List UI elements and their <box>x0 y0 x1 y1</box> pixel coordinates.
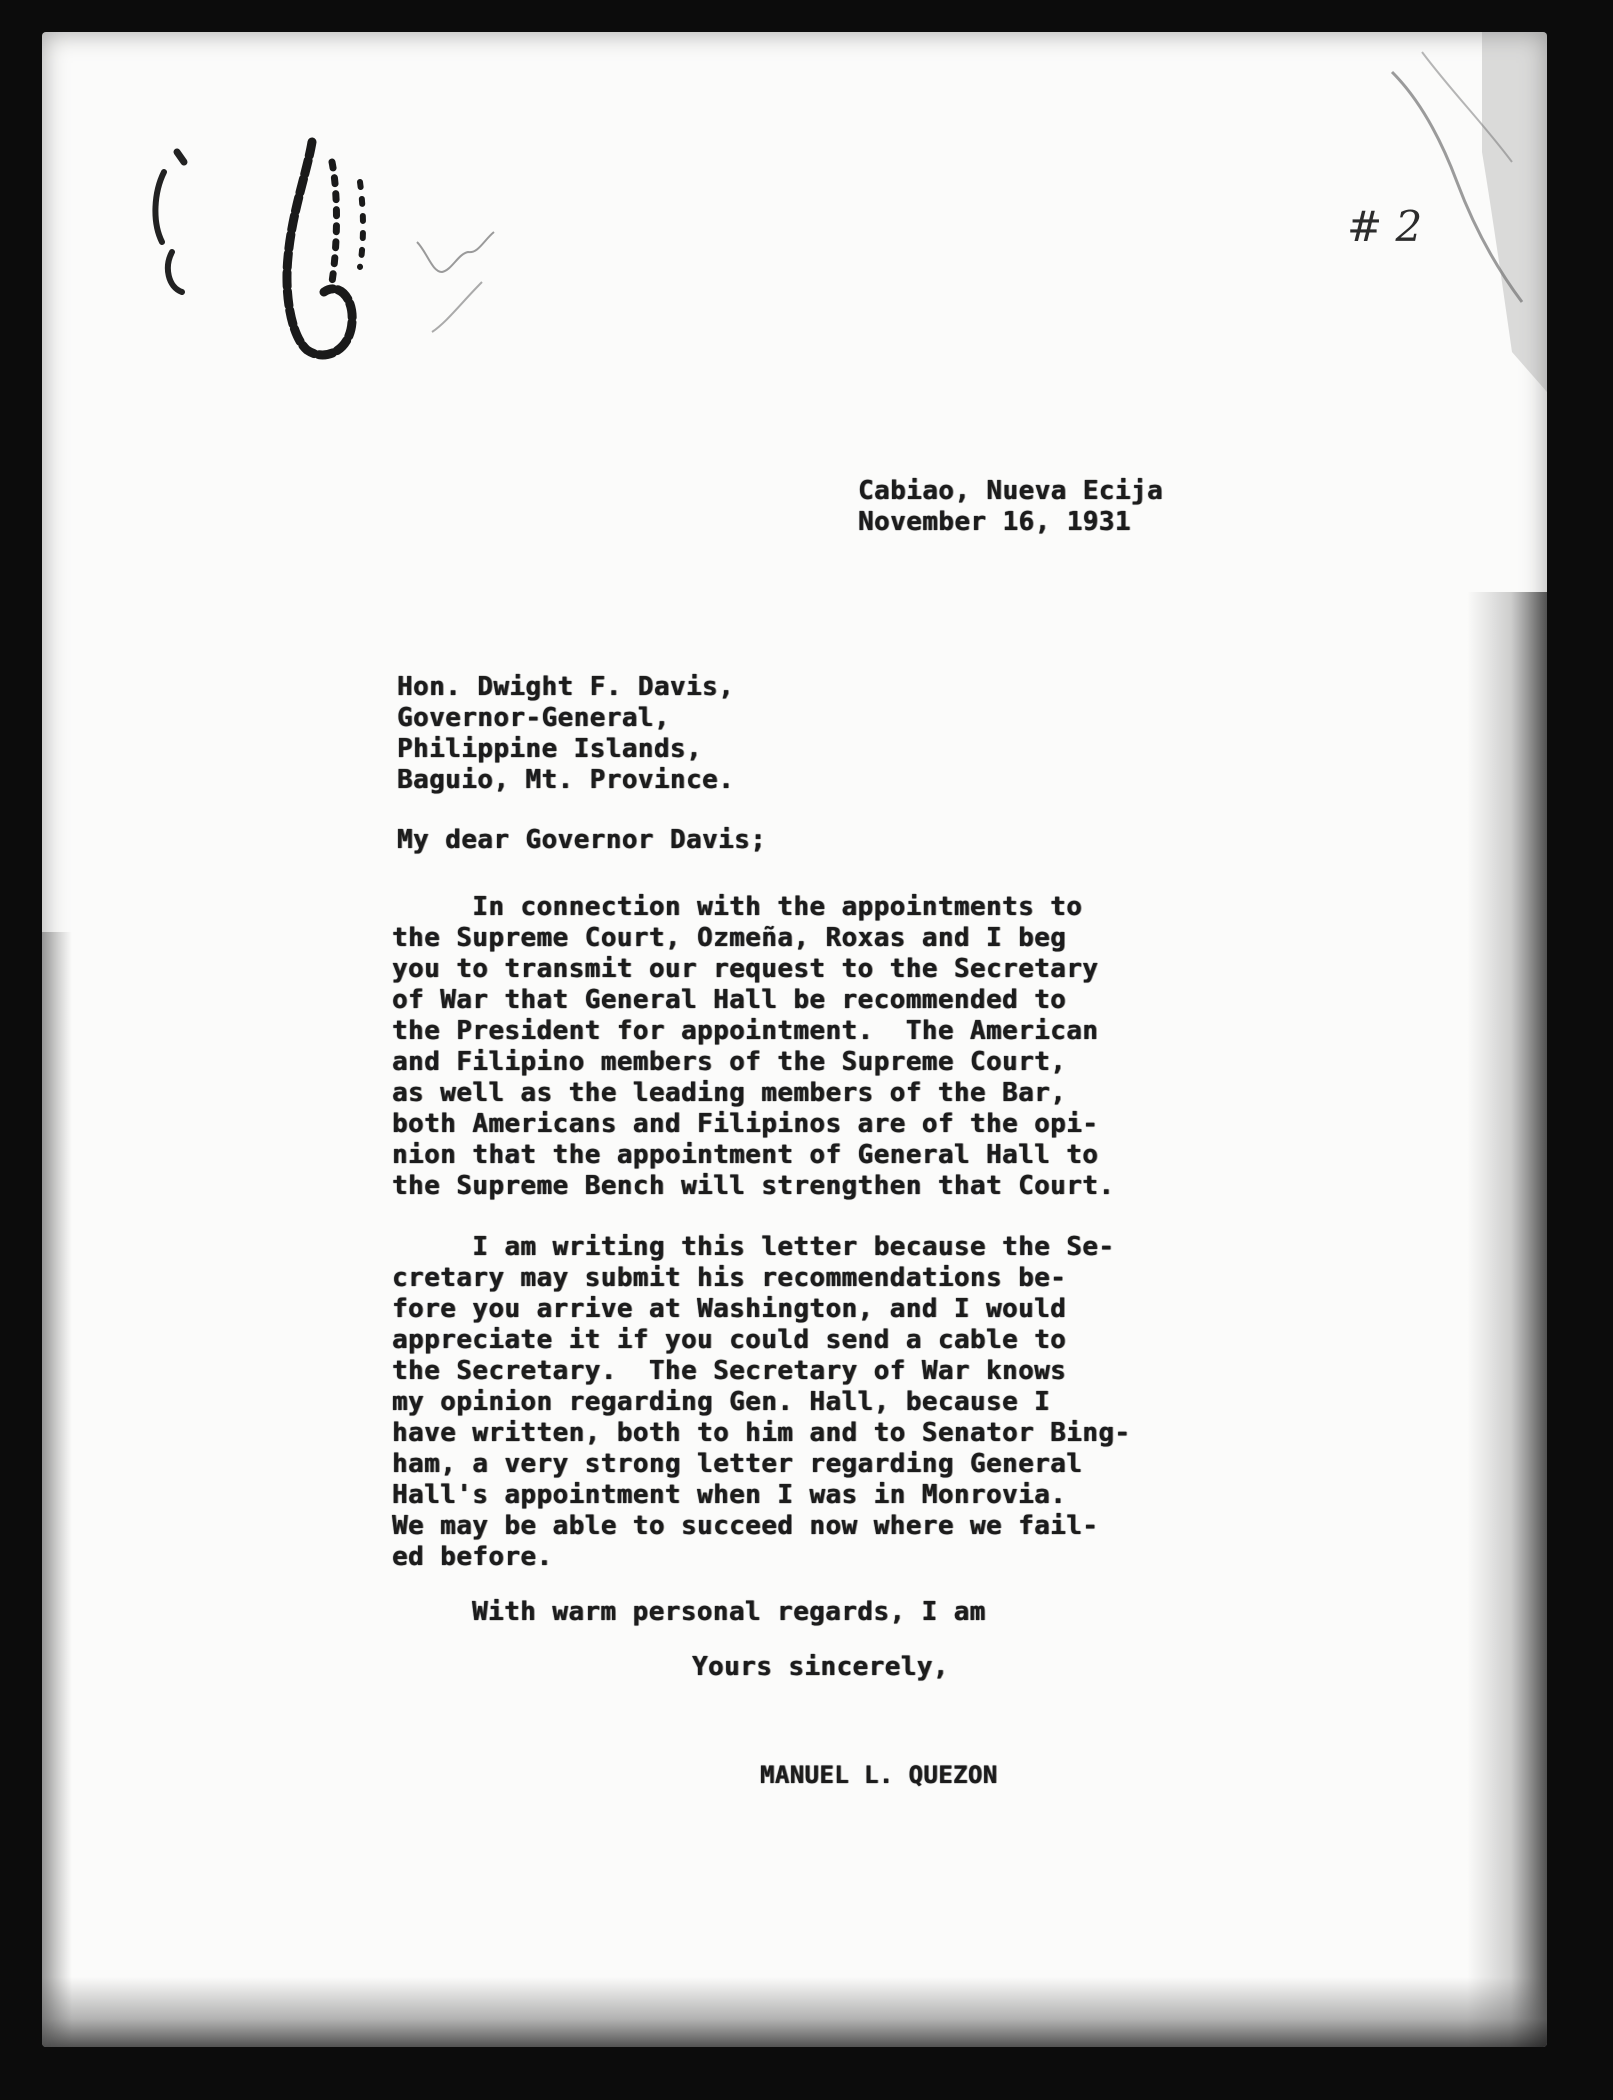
body-paragraph-2 <box>392 1232 1292 1573</box>
body-paragraph-1 <box>392 892 1292 1202</box>
paragraph-line: I am writing this letter because the Se- <box>392 1232 1115 1262</box>
typed-signature: MANUEL L. QUEZON <box>760 1761 998 1789</box>
paragraph-line: have written, both to him and to Senator Bing- <box>392 1418 1131 1448</box>
paragraph-line: fore you arrive at Washington, and I would <box>392 1294 1067 1324</box>
page-edge-shadow-left <box>42 932 72 2047</box>
closing-line: With warm personal regards, I am <box>472 1597 986 1627</box>
paragraph-line: Hall's appointment when I was in Monrovia. <box>392 1480 1067 1510</box>
page-edge-shadow-bottom <box>42 1977 1547 2047</box>
paragraph-line: of War that General Hall be recommended to <box>392 985 1067 1015</box>
paragraph-line: both Americans and Filipinos are of the opi- <box>392 1109 1099 1139</box>
recipient-line: Philippine Islands, <box>397 734 703 764</box>
paragraph-line: ed before. <box>392 1542 553 1572</box>
paragraph-line: my opinion regarding Gen. Hall, because I <box>392 1387 1051 1417</box>
date-block <box>858 476 1163 538</box>
paragraph-line: cretary may submit his recommendations be- <box>392 1263 1067 1293</box>
date-line: November 16, 1931 <box>858 507 1131 537</box>
paragraph-line: appreciate it if you could send a cable to <box>392 1325 1067 1355</box>
place-line: Cabiao, Nueva Ecija <box>858 476 1164 506</box>
paragraph-line: We may be able to succeed now where we fail- <box>392 1511 1099 1541</box>
paragraph-line: In connection with the appointments to <box>392 892 1083 922</box>
handwritten-scribble-marks <box>102 82 522 402</box>
paragraph-line: the Supreme Court, Ozmeña, Roxas and I beg <box>392 923 1067 953</box>
recipient-line: Governor-General, <box>397 703 670 733</box>
signoff-line: Yours sincerely, <box>692 1652 949 1682</box>
recipient-line: Hon. Dwight F. Davis, <box>397 672 735 702</box>
page-edge-shadow-right <box>1467 592 1547 2047</box>
paragraph-line: and Filipino members of the Supreme Court, <box>392 1047 1067 1077</box>
paragraph-line: ham, a very strong letter regarding General <box>392 1449 1083 1479</box>
recipient-line: Baguio, Mt. Province. <box>397 765 735 795</box>
paragraph-line: you to transmit our request to the Secretary <box>392 954 1099 984</box>
paragraph-line: as well as the leading members of the Bar, <box>392 1078 1067 1108</box>
paragraph-line: the Supreme Bench will strengthen that Court. <box>392 1171 1115 1201</box>
paragraph-line: nion that the appointment of General Hall to <box>392 1140 1099 1170</box>
paragraph-line: the President for appointment. The American <box>392 1016 1099 1046</box>
page-number-mark: # 2 <box>1347 202 1423 251</box>
recipient-address <box>397 672 734 796</box>
salutation: My dear Governor Davis; <box>397 825 767 855</box>
paragraph-line: the Secretary. The Secretary of War knows <box>392 1356 1067 1386</box>
letter-page <box>42 32 1547 2047</box>
